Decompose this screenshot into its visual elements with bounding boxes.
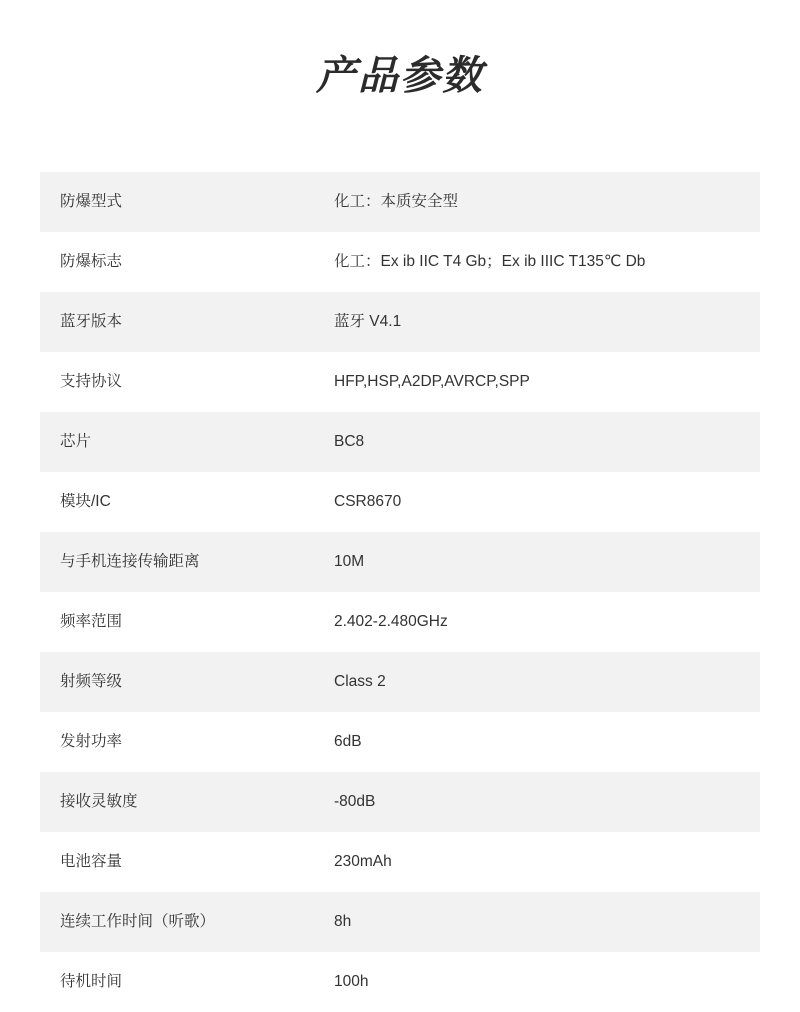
table-row	[40, 172, 760, 232]
spec-value: 蓝牙 V4.1	[334, 313, 402, 331]
spec-value: CSR8670	[334, 493, 402, 511]
spec-value: 化工：Ex ib IIC T4 Gb；Ex ib IIIC T135℃ Db	[334, 253, 646, 271]
spec-label: 蓝牙版本	[60, 313, 123, 331]
spec-label: 接收灵敏度	[60, 793, 138, 811]
spec-table	[40, 172, 760, 1012]
spec-label: 电池容量	[60, 853, 123, 871]
spec-value: -80dB	[334, 793, 376, 811]
table-row	[40, 892, 760, 952]
spec-value: 10M	[334, 553, 365, 571]
spec-value: 100h	[334, 973, 369, 991]
table-row	[40, 412, 760, 472]
spec-label: 连续工作时间（听歌）	[60, 913, 216, 931]
spec-label: 防爆型式	[60, 193, 123, 211]
table-row	[40, 652, 760, 712]
spec-value: 8h	[334, 913, 352, 931]
table-row	[40, 712, 760, 772]
table-row	[40, 832, 760, 892]
spec-value: 230mAh	[334, 853, 392, 871]
table-row	[40, 592, 760, 652]
spec-value: 化工：本质安全型	[334, 193, 459, 211]
spec-value: 6dB	[334, 733, 362, 751]
spec-label: 频率范围	[60, 613, 123, 631]
spec-value: HFP,HSP,A2DP,AVRCP,SPP	[334, 373, 530, 391]
spec-label: 模块/IC	[60, 493, 111, 511]
table-row	[40, 352, 760, 412]
table-row	[40, 952, 760, 1012]
spec-label: 待机时间	[60, 973, 123, 991]
table-row	[40, 532, 760, 592]
table-row	[40, 232, 760, 292]
spec-value: 2.402-2.480GHz	[334, 613, 448, 631]
spec-label: 射频等级	[60, 673, 123, 691]
spec-label: 芯片	[60, 433, 92, 451]
spec-value: Class 2	[334, 673, 386, 691]
spec-label: 发射功率	[60, 733, 123, 751]
spec-label: 与手机连接传输距离	[60, 553, 200, 571]
spec-label: 支持协议	[60, 373, 123, 391]
spec-label: 防爆标志	[60, 253, 123, 271]
table-row	[40, 472, 760, 532]
spec-value: BC8	[334, 433, 365, 451]
table-row	[40, 292, 760, 352]
spec-table-body	[40, 172, 760, 1012]
page-title: 产品参数	[316, 54, 484, 98]
table-row	[40, 772, 760, 832]
